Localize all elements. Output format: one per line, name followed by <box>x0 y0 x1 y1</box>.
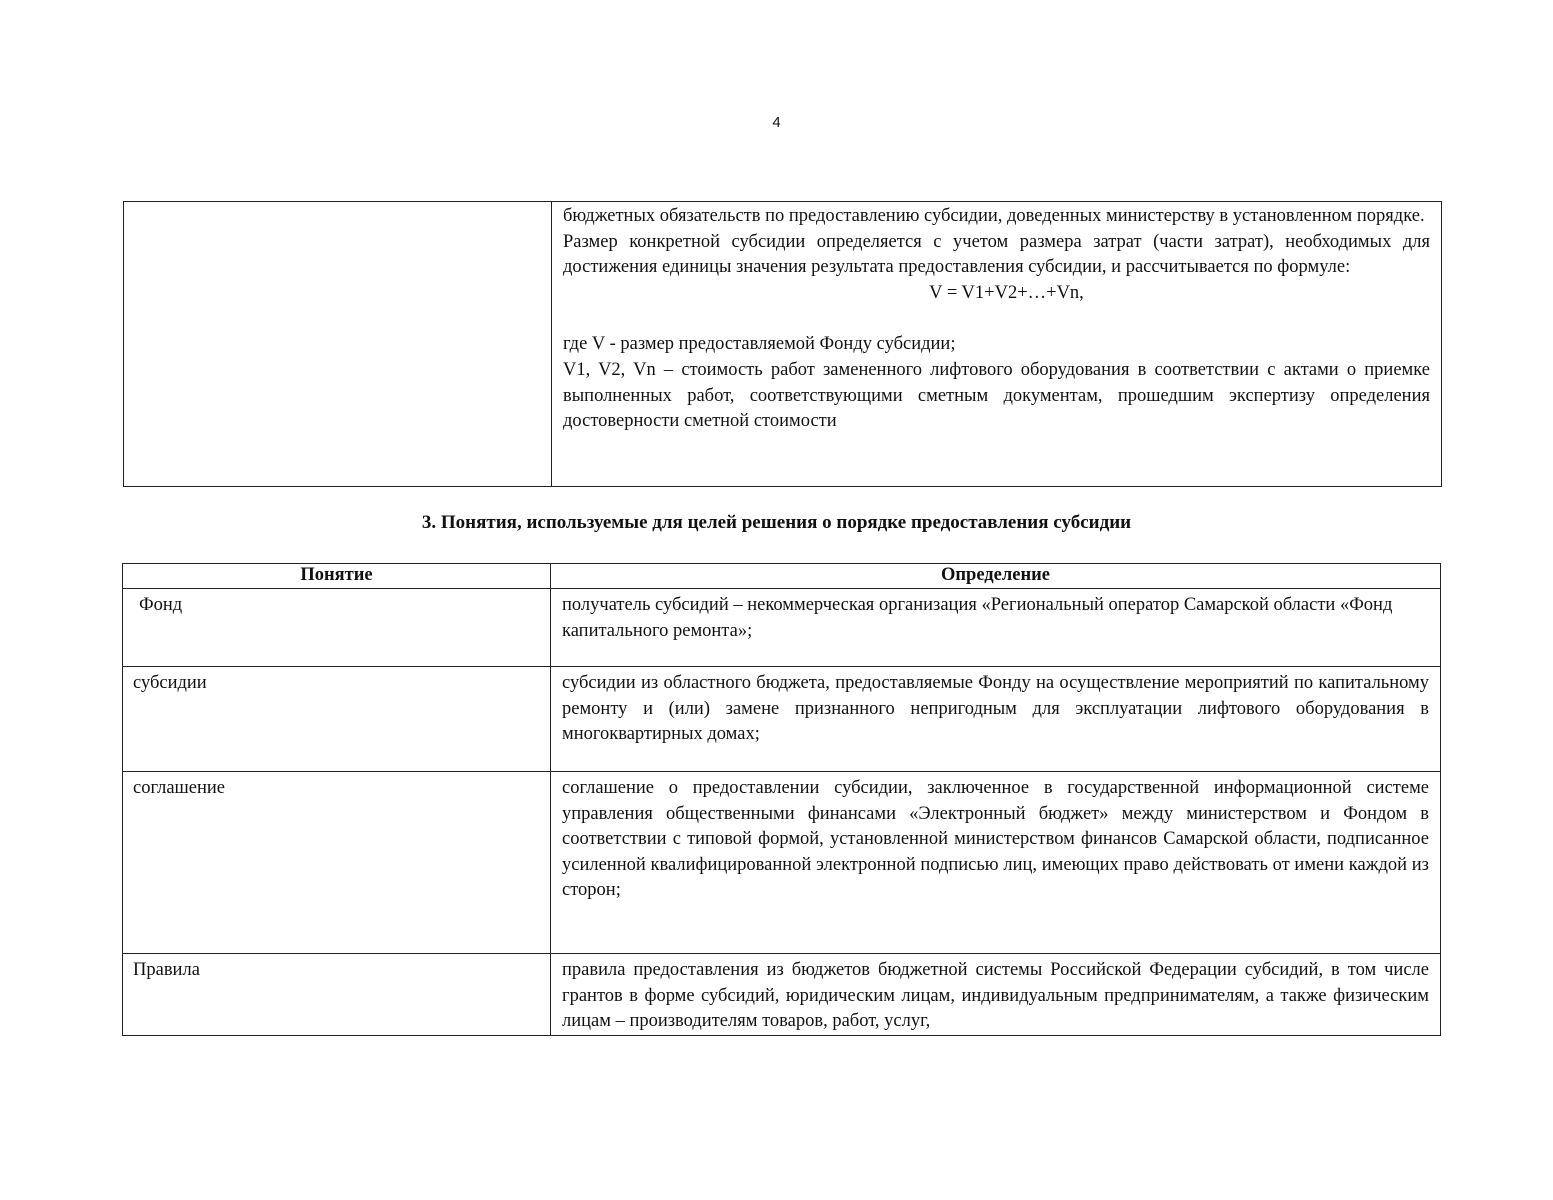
table-row <box>123 954 1441 1036</box>
header-definition: Определение <box>551 564 1441 589</box>
definition-cell <box>551 589 1441 667</box>
paragraph-v-definition: где V - размер предоставляемой Фонду субсидии; <box>563 334 956 355</box>
paragraph-vn-definition: V1, V2, Vn – стоимость работ замененного лифтового оборудования в соответствии с актами о приемке выполненных работ, соответствующими сметным документам, прошедшим экспертизу определения достоверности сметной стоимости <box>563 359 1430 432</box>
term-text: субсидии <box>133 673 207 693</box>
paragraph-obligations: бюджетных обязательств по предоставлению субсидии, доведенных министерству в установленном порядке. <box>563 206 1425 226</box>
table-row <box>123 772 1441 954</box>
definition-text: получатель субсидий – некоммерческая организация «Региональный оператор Самарской области «Фонд капитального ремонта»; <box>562 595 1393 641</box>
funding-formula-cell <box>552 202 1442 487</box>
term-cell <box>123 589 551 667</box>
term-text: соглашение <box>133 778 226 798</box>
page-number: 4 <box>772 114 781 131</box>
table-row <box>123 667 1441 772</box>
empty-left-cell <box>124 202 552 487</box>
term-cell <box>123 667 551 772</box>
header-term: Понятие <box>123 564 551 589</box>
definition-cell <box>551 954 1441 1036</box>
term-text: Правила <box>133 960 200 980</box>
term-cell <box>123 772 551 954</box>
section-title: 3. Понятия, используемые для целей решения о порядке предоставления субсидии <box>421 512 1132 533</box>
definition-text: соглашение о предоставлении субсидии, заключенное в государственной информационной системе управления общественными финансами «Электронный бюджет» между министерством и Фондом в соответствии с типовой формой, установленной министерством финансов Самарской области, подписанное усиленной квалифицированной электронной подписью лиц, имеющих право действовать от имени каждой из сторон; <box>562 778 1429 901</box>
definition-cell <box>551 667 1441 772</box>
definition-cell <box>551 772 1441 954</box>
term-cell <box>123 954 551 1036</box>
continued-table <box>123 201 1442 487</box>
table-row <box>123 589 1441 667</box>
concepts-table <box>122 563 1441 1036</box>
definition-text: субсидии из областного бюджета, предоставляемые Фонду на осуществление мероприятий по капитальному ремонту и (или) замене признанного непригодным для эксплуатации лифтового оборудования в многоквартирных домах; <box>562 673 1429 745</box>
paragraph-subsidy-size: Размер конкретной субсидии определяется с учетом размера затрат (части затрат), необходимых для достижения единицы значения результата предоставления субсидии, и рассчитывается по формуле: <box>563 231 1430 278</box>
definition-text: правила предоставления из бюджетов бюджетной системы Российской Федерации субсидий, в том числе грантов в форме субсидий, юридическим лицам, индивидуальным предпринимателям, а также физическим лицам – производителям товаров, работ, услуг, <box>562 960 1429 1032</box>
term-text: Фонд <box>139 595 183 615</box>
formula: V = V1+V2+…+Vn, <box>929 282 1084 303</box>
